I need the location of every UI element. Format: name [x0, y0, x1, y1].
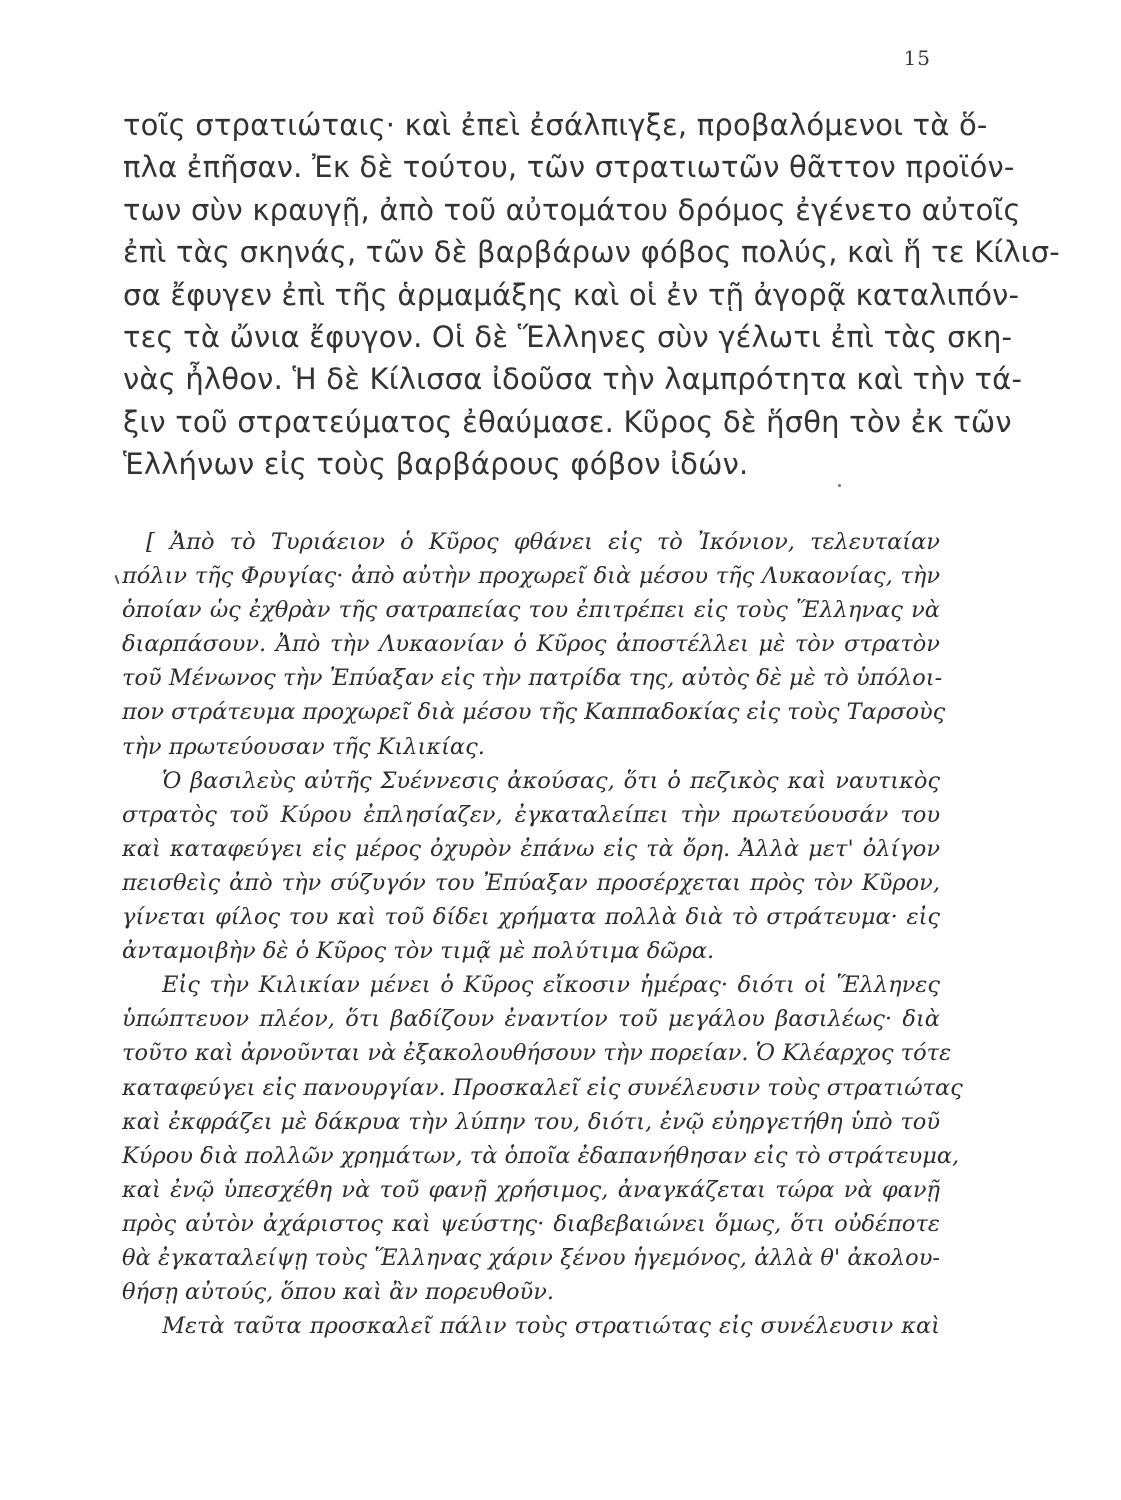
commentary-line: στρατὸς τοῦ Κύρου ἐπλησίαζεν, ἐγκαταλείπει τὴν πρωτεύουσάν του — [122, 801, 940, 828]
commentary-line: τοῦτο καὶ ἀρνοῦνται νὰ ἐξακολουθήσουν τὴν πορείαν. Ὁ Κλέαρχος τότε — [122, 1040, 952, 1067]
text-line: σα ἔφυγεν ἐπὶ τῆς ἁρμαμάξης καὶ οἱ ἐν τῇ ἀγορᾷ καταλιπόν- — [123, 277, 1020, 312]
commentary-line: πρὸς αὐτὸν ἀχάριστος καὶ ψεύστης· διαβεβαιώνει ὅμως, ὅτι οὐδέποτε — [122, 1210, 940, 1237]
commentary-line: τοῦ Μένωνος τὴν Ἐπύαξαν εἰς τὴν πατρίδα της, αὐτὸς δὲ μὲ τὸ ὑπόλοι- — [122, 665, 943, 692]
commentary-line: θὰ ἐγκαταλείψῃ τοὺς Ἕλληνας χάριν ξένου ἡγεμόνος, ἀλλὰ θ' ἀκολου- — [122, 1244, 940, 1271]
commentary-line: Ὁ βασιλεὺς αὐτῆς Συέννεσις ἀκούσας, ὅτι ὁ πεζικὸς καὶ ναυτικὸς — [162, 767, 940, 794]
text-line: τοῖς στρατιώταις· καὶ ἐπεὶ ἐσάλπιγξε, προβαλόμενοι τὰ ὅ- — [123, 108, 988, 142]
commentary-line: καὶ ἐκφράζει μὲ δάκρυα τὴν λύπην του, διότι, ἐνῷ εὐηργετήθη ὑπὸ τοῦ — [122, 1108, 940, 1135]
commentary-line: Κύρου διὰ πολλῶν χρημάτων, τὰ ὁποῖα ἐδαπανήθησαν εἰς τὸ στράτευμα, — [122, 1142, 960, 1169]
commentary-line: πεισθεὶς ἀπὸ τὴν σύζυγόν του Ἐπύαξαν προσέρχεται πρὸς τὸν Κῦρον, — [122, 869, 940, 896]
commentary-line: γίνεται φίλος του καὶ τοῦ δίδει χρήματα πολλὰ διὰ τὸ στράτευμα· εἰς — [122, 904, 940, 931]
commentary-line: καταφεύγει εἰς πανουργίαν. Προσκαλεῖ εἰς συνέλευσιν τοὺς στρατιώτας — [122, 1074, 963, 1101]
greek-text-paragraph — [123, 104, 1060, 486]
commentary-text — [122, 525, 963, 1343]
text-line: Ἑλλήνων εἰς τοὺς βαρβάρους φόβον ἰδών. — [123, 447, 749, 482]
commentary-line: ἀνταμοιβὴν δὲ ὁ Κῦρος τὸν τιμᾷ μὲ πολύτιμα δῶρα. — [122, 938, 715, 965]
text-line: πλα ἐπῆσαν. Ἐκ δὲ τούτου, τῶν στρατιωτῶν θᾶττον προϊόν- — [123, 150, 1015, 185]
commentary-line: καὶ ἐνῷ ὑπεσχέθη νὰ τοῦ φανῇ χρήσιμος, ἀναγκάζεται τώρα νὰ φανῇ — [122, 1176, 940, 1203]
commentary-line: θήσῃ αὐτούς, ὅπου καὶ ἂν πορευθοῦν. — [122, 1279, 555, 1306]
commentary-line: τὴν πρωτεύουσαν τῆς Κιλικίας. — [122, 733, 485, 760]
commentary-line: ὁποίαν ὡς ἐχθρὰν τῆς σατραπείας του ἐπιτρέπει εἰς τοὺς Ἕλληνας νὰ — [122, 597, 940, 624]
commentary-line: πον στράτευμα προχωρεῖ διὰ μέσου τῆς Καππαδοκίας εἰς τοὺς Ταρσοὺς — [122, 699, 946, 726]
commentary-line: ὑπώπτευον πλέον, ὅτι βαδίζουν ἐναντίον τοῦ μεγάλου βασιλέως· διὰ — [122, 1006, 940, 1033]
text-line: των σὺν κραυγῇ, ἀπὸ τοῦ αὐτομάτου δρόμος ἐγένετο αὐτοῖς — [123, 192, 1021, 227]
margin-mark — [115, 575, 120, 584]
text-line: νὰς ἦλθον. Ἡ δὲ Κίλισσα ἰδοῦσα τὴν λαμπρότητα καὶ τὴν τά- — [123, 362, 1023, 397]
commentary-line: καὶ καταφεύγει εἰς μέρος ὀχυρὸν ἐπάνω εἰς τὰ ὄρη. Ἀλλὰ μετ' ὀλίγον — [122, 835, 940, 862]
text-line: τες τὰ ὤνια ἔφυγον. Οἱ δὲ Ἕλληνες σὺν γέλωτι ἐπὶ τὰς σκη- — [123, 319, 1013, 354]
commentary-line: πόλιν τῆς Φρυγίας· ἀπὸ αὐτὴν προχωρεῖ διὰ μέσου τῆς Λυκαονίας, τὴν — [122, 563, 940, 590]
commentary-line: Μετὰ ταῦτα προσκαλεῖ πάλιν τοὺς στρατιώτας εἰς συνέλευσιν καὶ — [162, 1313, 940, 1340]
commentary-line: [ Ἀπὸ τὸ Τυριάειον ὁ Κῦρος φθάνει εἰς τὸ Ἰκόνιον, τελευταίαν — [146, 529, 940, 555]
commentary-line: Εἰς τὴν Κιλικίαν μένει ὁ Κῦρος εἴκοσιν ἡμέρας· διότι οἱ Ἕλληνες — [162, 972, 940, 999]
page-number: 15 — [903, 46, 931, 70]
stray-mark — [838, 484, 841, 487]
commentary-line: διαρπάσουν. Ἀπὸ τὴν Λυκαονίαν ὁ Κῦρος ἀποστέλλει μὲ τὸν στρατὸν — [122, 631, 940, 658]
text-line: ξιν τοῦ στρατεύματος ἐθαύμασε. Κῦρος δὲ ἥσθη τὸν ἐκ τῶν — [123, 404, 1012, 439]
text-line: ἐπὶ τὰς σκηνάς, τῶν δὲ βαρβάρων φόβος πολύς, καὶ ἥ τε Κίλισ- — [123, 235, 1060, 270]
